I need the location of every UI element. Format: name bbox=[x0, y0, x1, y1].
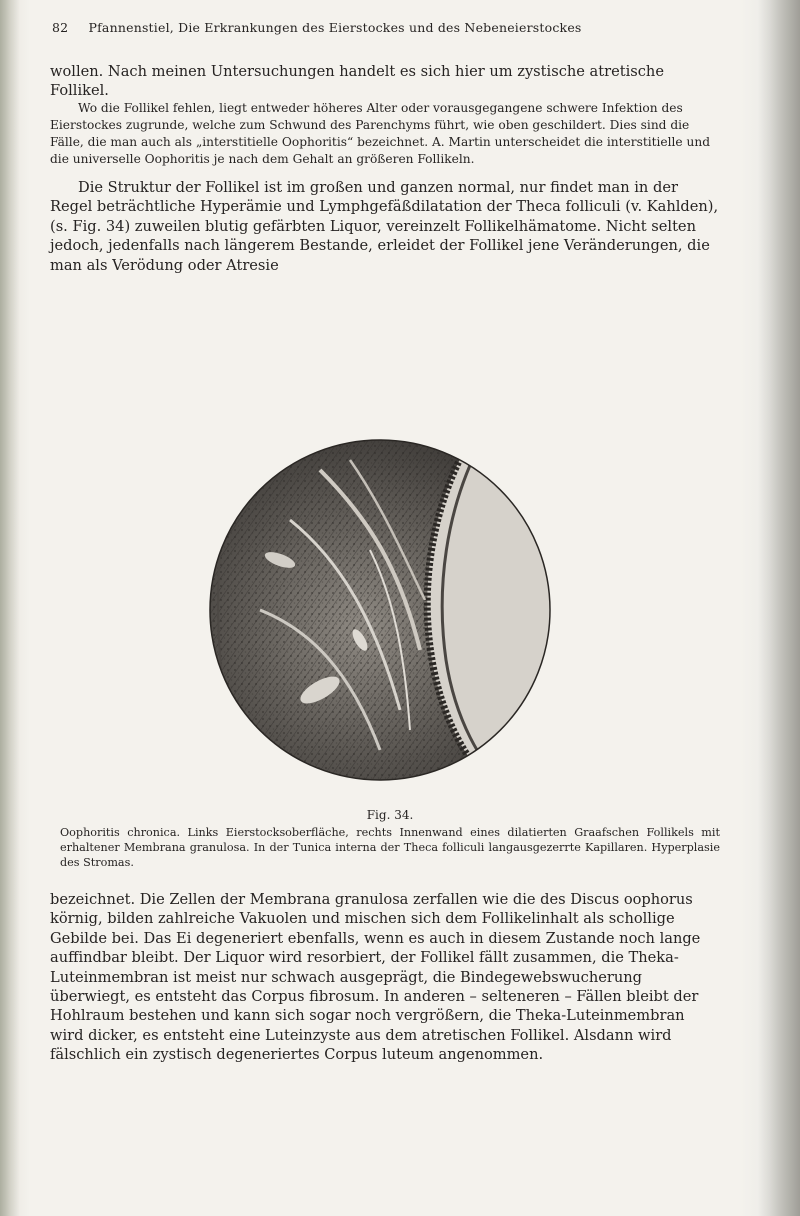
running-header bbox=[52, 20, 720, 35]
figure-caption bbox=[60, 808, 720, 870]
paragraph-4 bbox=[50, 890, 720, 1065]
page-left-shadow bbox=[0, 0, 20, 1216]
paragraph-1-text: wollen. Nach meinen Untersuchungen handelt es sich hier um zystische atretische Follikel. bbox=[50, 63, 664, 100]
running-title: Pfannenstiel, Die Erkrankungen des Eierstockes und des Nebeneierstockes bbox=[88, 20, 582, 35]
figure-34-micrograph bbox=[170, 430, 590, 790]
paragraph-4-text: bezeichnet. Die Zellen der Membrana granulosa zerfallen wie die des Discus oophorus körnig, bilden zahlreiche Vakuolen und mischen sich dem Follikelinhalt als schollige Gebilde bei. Das Ei degeneriert ebenfalls, wenn es auch in diesem Zustande noch lange auffindbar bleibt. Der Liquor wird resorbiert, der Follikel fällt zusammen, die Theka-Luteinmembran ist meist nur schwach ausgeprägt, die Bindegewebswucherung überwiegt, es entsteht das Corpus fibrosum. In anderen – selteneren – Fällen bleibt der Hohlraum bestehen und kann sich sogar noch vergrößern, die Theka-Luteinmembran wird dicker, es entsteht eine Luteinzyste aus dem atretischen Follikel. Alsdann wird fälschlich ein zystisch degeneriertes Corpus luteum angenommen. bbox=[50, 891, 701, 1064]
paragraph-2-text: Wo die Follikel fehlen, liegt entweder höheres Alter oder vorausgegangene schwere Infektion des Eierstockes zugrunde, welche zum Schwund des Parenchyms führt, wie oben geschildert. Dies sind die Fälle, die man auch als „interstitielle Oophoritis“ bezeichnet. A. Martin unterscheidet die interstitielle und die universelle Oophoritis je nach dem Gehalt an größeren Follikeln. bbox=[50, 101, 711, 166]
paragraph-3-text: Die Struktur der Follikel ist im großen und ganzen normal, nur findet man in der Regel beträchtliche Hyperämie und Lymphgefäßdilatation der Theca folliculi (v. Kahlden), (s. Fig. 34) zuweilen blutig gefärbten Liquor, vereinzelt Follikelhämatome. Nicht selten jedoch, jedenfalls nach längerem Bestande, erleidet der Follikel jene Veränderungen, die man als Verödung oder Atresie bbox=[50, 179, 719, 274]
figure-caption-text: Oophoritis chronica. Links Eierstocksoberfläche, rechts Innenwand eines dilatierten Graafschen Follikels mit erhaltener Membrana granulosa. In der Tunica interna der Theca folliculi langausgezerrte Kapillaren. Hyperplasie des Stromas. bbox=[60, 826, 720, 869]
paragraph-2 bbox=[50, 100, 720, 168]
page-number: 82 bbox=[52, 20, 69, 35]
micrograph-illustration bbox=[170, 430, 590, 790]
paragraph-3 bbox=[50, 178, 720, 275]
figure-number: Fig. 34. bbox=[366, 808, 414, 822]
page-right-shadow bbox=[758, 0, 800, 1216]
paragraph-1 bbox=[50, 62, 720, 101]
